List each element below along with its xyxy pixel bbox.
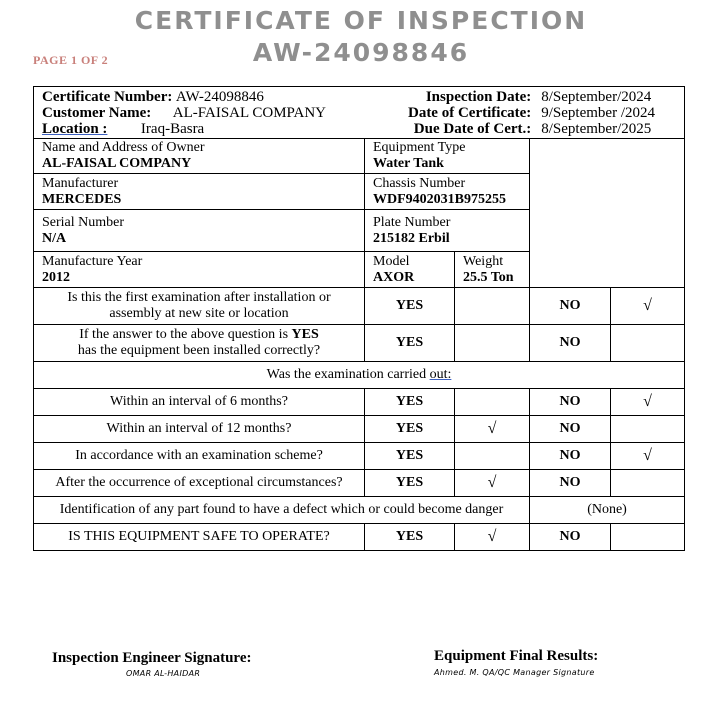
check-mark-icon: √: [455, 524, 530, 551]
defect-row: [34, 497, 685, 524]
weight-value: 25.5 Ton: [463, 269, 514, 285]
final-results-label: Equipment Final Results:: [434, 648, 599, 664]
year-value: 2012: [42, 269, 70, 285]
yes-label: YES: [365, 470, 455, 497]
weight-cell: [455, 252, 530, 288]
owner-label: Name and Address of Owner: [42, 140, 205, 155]
yes-label: YES: [365, 389, 455, 416]
inspection-table: [33, 86, 685, 551]
no-check-cell: [611, 325, 685, 362]
final-results-block: [434, 648, 598, 677]
certificate-number-value: AW-24098846: [175, 88, 264, 105]
plate-value: 215182 Erbil: [373, 230, 450, 246]
yes-check-cell: [455, 443, 530, 470]
manufacturer-value: MERCEDES: [42, 191, 122, 207]
interval-6-row: [34, 389, 685, 416]
blank-side-cell: [530, 139, 685, 288]
yes-check-cell: [455, 325, 530, 362]
location-value: Iraq-Basra: [140, 120, 205, 137]
safe-question: IS THIS EQUIPMENT SAFE TO OPERATE?: [34, 524, 365, 551]
engineer-signature-label: Inspection Engineer Signature:: [52, 650, 252, 666]
certificate-number-label: Certificate Number:: [42, 88, 173, 105]
model-label: Model: [373, 253, 410, 269]
no-label: NO: [530, 416, 611, 443]
inspection-date-value: 8/September/2024: [541, 88, 652, 105]
plate-cell: [365, 210, 530, 252]
defect-question: Identification of any part found to have a defect which or could become danger: [34, 497, 530, 524]
owner-row: [34, 139, 685, 174]
carried-out-question: Was the examination carried out:: [34, 362, 685, 389]
chassis-value: WDF9402031B975255: [373, 191, 506, 207]
installed-row: [34, 325, 685, 362]
equipment-type-label: Equipment Type: [373, 140, 466, 155]
owner-cell: [34, 139, 365, 174]
certificate-id-heading: AW-24098846: [252, 38, 470, 67]
yes-label: YES: [365, 325, 455, 362]
serial-label: Serial Number: [42, 214, 125, 230]
interval-6-question: Within an interval of 6 months?: [34, 389, 365, 416]
header-cell: [34, 87, 685, 139]
year-cell: [34, 252, 365, 288]
no-check-cell: [611, 524, 685, 551]
interval-12-row: [34, 416, 685, 443]
no-label: NO: [530, 443, 611, 470]
yes-label: YES: [365, 524, 455, 551]
header-row: [34, 87, 685, 139]
chassis-label: Chassis Number: [373, 175, 466, 191]
manufacturer-cell: [34, 174, 365, 210]
yes-check-cell: [455, 288, 530, 325]
chassis-cell: [365, 174, 530, 210]
date-of-certificate-value: 9/September /2024: [541, 104, 655, 121]
customer-name-label: Customer Name:: [42, 104, 152, 121]
year-label: Manufacture Year: [42, 253, 143, 269]
installed-question: If the answer to the above question is YES has the equipment been installed correctly?: [34, 325, 365, 362]
no-label: NO: [530, 325, 611, 362]
model-cell: [365, 252, 455, 288]
scheme-row: [34, 443, 685, 470]
exceptional-question: After the occurrence of exceptional circumstances?: [34, 470, 365, 497]
defect-value: (None): [530, 497, 685, 524]
inspection-date-label: Inspection Date:: [425, 88, 532, 105]
date-of-certificate-label: Date of Certificate:: [407, 104, 532, 121]
model-value: AXOR: [373, 269, 415, 285]
no-check-cell: [611, 416, 685, 443]
due-date-label: Due Date of Cert.:: [413, 120, 532, 137]
certificate-title: CERTIFICATE OF INSPECTION: [134, 6, 588, 35]
first-exam-question: Is this the first examination after installation or assembly at new site or location: [34, 288, 365, 325]
owner-value: AL-FAISAL COMPANY: [42, 156, 192, 171]
location-label: Location :: [42, 120, 108, 137]
weight-label: Weight: [463, 253, 504, 269]
yes-check-cell: [455, 389, 530, 416]
first-exam-row: [34, 288, 685, 325]
due-date-value: 8/September/2025: [541, 120, 652, 137]
serial-cell: [34, 210, 365, 252]
yes-label: YES: [365, 443, 455, 470]
no-label: NO: [530, 524, 611, 551]
check-mark-icon: √: [611, 288, 685, 325]
yes-label: YES: [365, 416, 455, 443]
manufacturer-label: Manufacturer: [42, 175, 119, 191]
scheme-question: In accordance with an examination scheme?: [34, 443, 365, 470]
no-label: NO: [530, 470, 611, 497]
check-mark-icon: √: [455, 416, 530, 443]
engineer-name: OMAR AL-HAIDAR: [126, 669, 201, 678]
serial-value: N/A: [42, 230, 67, 246]
no-label: NO: [530, 288, 611, 325]
page-marker: PAGE 1 OF 2: [33, 53, 109, 67]
safe-row: [34, 524, 685, 551]
carried-out-row: [34, 362, 685, 389]
equipment-type-cell: [365, 139, 530, 174]
plate-label: Plate Number: [373, 214, 451, 230]
check-mark-icon: √: [455, 470, 530, 497]
interval-12-question: Within an interval of 12 months?: [34, 416, 365, 443]
no-label: NO: [530, 389, 611, 416]
check-mark-icon: √: [611, 443, 685, 470]
equipment-type-value: Water Tank: [373, 156, 444, 171]
check-mark-icon: √: [611, 389, 685, 416]
customer-name-value: AL-FAISAL COMPANY: [172, 104, 326, 121]
exceptional-row: [34, 470, 685, 497]
engineer-signature-block: [52, 650, 251, 678]
no-check-cell: [611, 470, 685, 497]
yes-label: YES: [365, 288, 455, 325]
manager-signature: Ahmed. M. QA/QC Manager Signature: [434, 668, 595, 677]
